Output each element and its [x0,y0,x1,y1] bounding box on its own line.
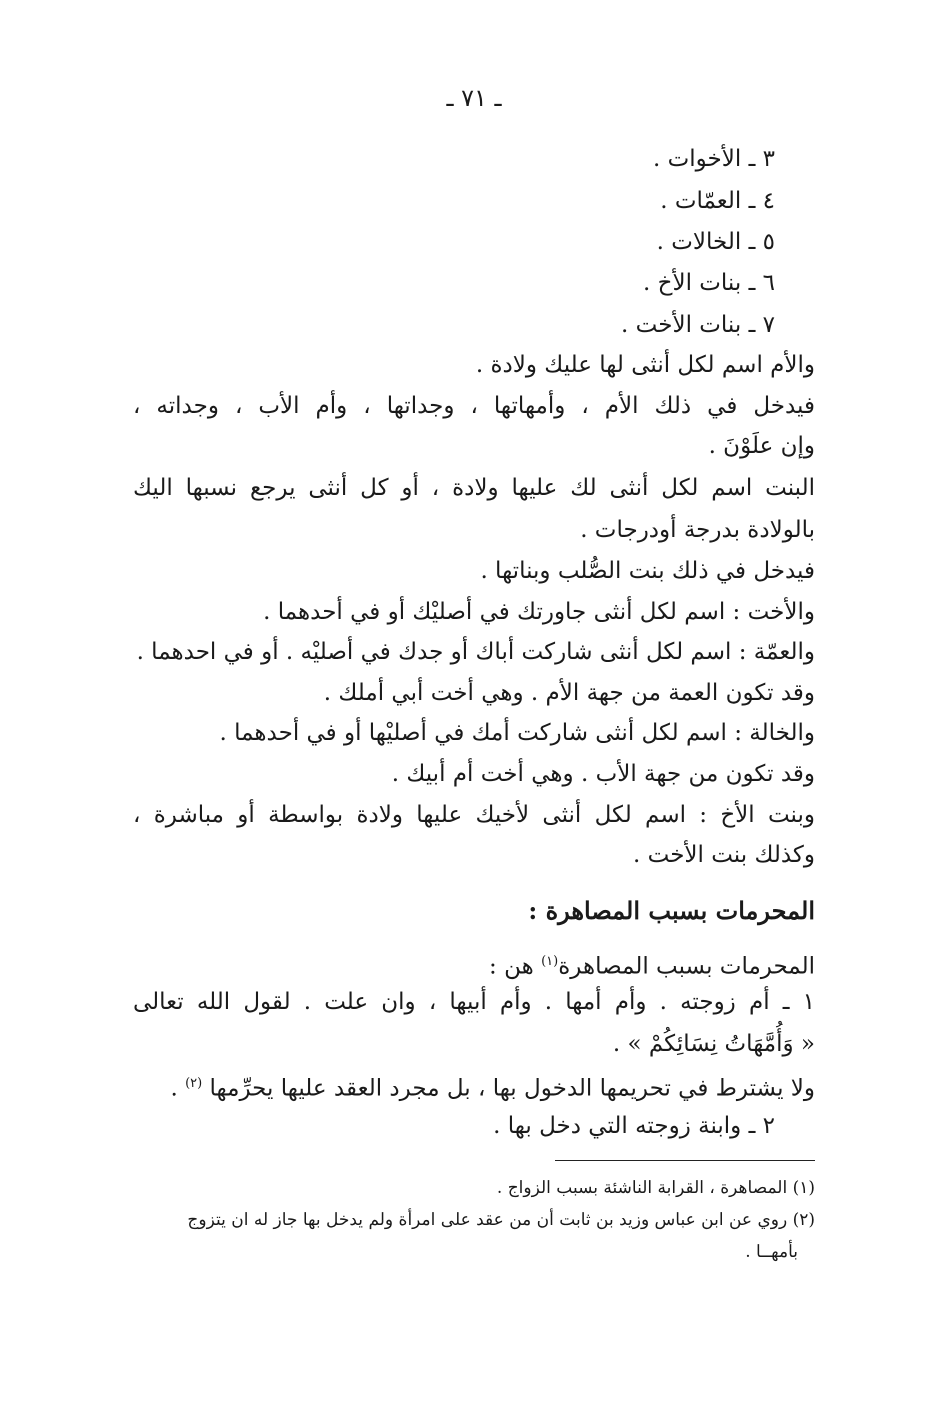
mother-includes-line-1: فيدخل في ذلك الأم ، وأمهاتها ، وجداتها ، وأم الأب ، وجداته ، [133,393,815,419]
footnote-ref-1: (١) [541,954,559,969]
paternal-aunt-definition: والعمّة : اسم لكل أنثى شاركت أباك أو جدك في أصليْه . أو في احدهما . [136,639,815,665]
daughter-includes: فيدخل في ذلك بنت الصُّلب وبناتها . [480,558,815,584]
section-intro [489,947,815,982]
niece-definition-line-1: وبنت الأخ : اسم لكل أنثى لأخيك عليها ولادة بواسطة أو مباشرة ، [133,802,815,828]
section-heading: المحرمات بسبب المصاهرة : [528,896,815,925]
footnote-divider [555,1160,815,1161]
daughter-definition-line-1: البنت اسم لكل أنثى لك عليها ولادة ، أو كل أنثى يرجع نسبها اليك [133,475,815,501]
item-1-line-2: « وَأُمَّهَاتُ نِسَائِكُمْ » . [612,1031,815,1057]
list-item: ٥ ـ الخالات . [656,229,775,255]
list-item: ٧ ـ بنات الأخت . [621,312,775,338]
mother-definition: والأم اسم لكل أنثى لها عليك ولادة . [475,352,815,378]
list-item: ٦ ـ بنات الأخ . [642,270,775,296]
footnote-ref-2: (٢) [185,1076,203,1091]
maternal-aunt-definition: والخالة : اسم لكل أنثى شاركت أمك في أصليْها أو في أحدهما . [219,720,815,746]
maternal-aunt-note: وقد تكون من جهة الأب . وهي أخت أم أبيك . [391,761,815,787]
footnote-1: (١) المصاهرة ، القرابة الناشئة بسبب الزواج . [496,1178,815,1198]
sister-definition: والأخت : اسم لكل أنثى جاورتك في أصليْك أو في أحدهما . [263,599,815,625]
condition-end: . [170,1075,186,1102]
list-item: ٣ ـ الأخوات . [653,146,775,172]
footnote-2-line-2: بأمهــا . [745,1242,798,1262]
footnote-2-line-1: (٢) روي عن ابن عباس وزيد بن ثابت أن من عقد على امرأة ولم يدخل بها جاز له ان يتزوج [187,1210,815,1230]
item-1-line-1: ١ ـ أم زوجته . وأم أمها . وأم أبيها ، وان علت . لقول الله تعالى [133,989,815,1015]
page-number: ـ ٧١ ـ [446,84,502,112]
condition-text: ولا يشترط في تحريمها الدخول بها ، بل مجرد العقد عليها يحرِّمها [209,1075,815,1102]
daughter-definition-line-2: بالولادة بدرجة أودرجات . [580,517,815,543]
niece-definition-line-2: وكذلك بنت الأخت . [632,842,815,868]
paternal-aunt-note: وقد تكون العمة من جهة الأم . وهي أخت أبي أملك . [323,680,815,706]
section-intro-end: هن : [489,953,542,980]
item-2: ٢ ـ وابنة زوجته التي دخل بها . [493,1113,775,1139]
list-item: ٤ ـ العمّات . [660,188,775,214]
condition-line [170,1069,815,1104]
section-intro-text: المحرمات بسبب المصاهرة [558,953,815,980]
mother-includes-line-2: وإن علَوْنَ . [708,433,815,459]
